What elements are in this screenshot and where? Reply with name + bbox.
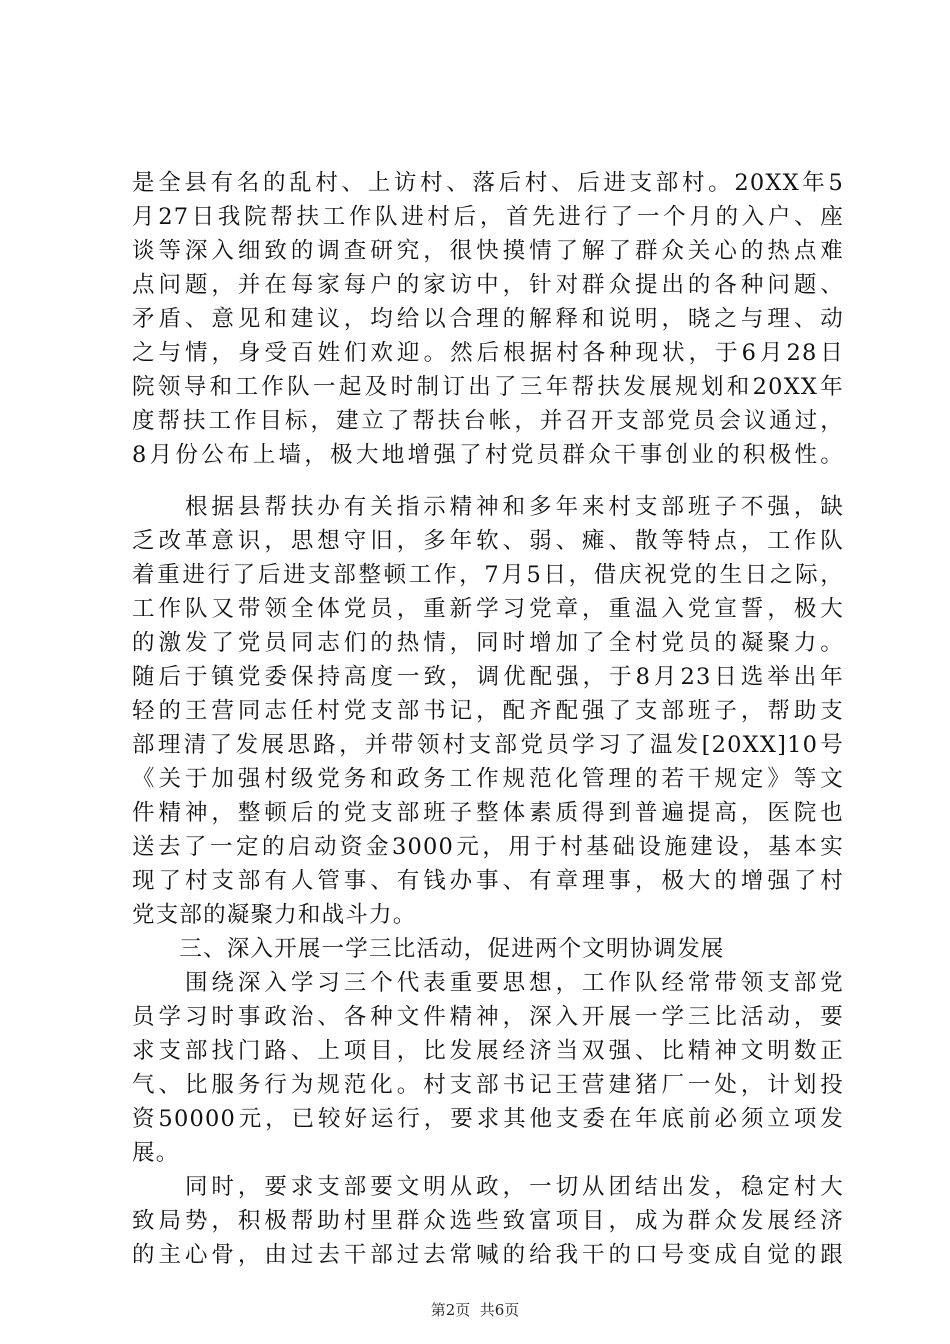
text-line: 《关于加强村级党务和政务工作规范化管理的若干规定》等文 xyxy=(132,766,844,792)
text-line: 点问题，并在每家每户的家访中，针对群众提出的各种问题、 xyxy=(132,272,844,298)
text-line: 谈等深入细致的调查研究，很快摸情了解了群众关心的热点难 xyxy=(132,238,844,264)
text-line: 的主心骨，由过去干部过去常喊的给我干的口号变成自觉的跟 xyxy=(132,1242,844,1268)
text-line: 月27日我院帮扶工作队进村后，首先进行了一个月的入户、座 xyxy=(132,204,844,230)
text-line: 现了村支部有人管事、有钱办事、有章理事，极大的增强了村 xyxy=(132,868,844,894)
text-line: 致局势，积极帮助村里群众选些致富项目，成为群众发展经济 xyxy=(132,1208,844,1234)
text-line: 工作队又带领全体党员，重新学习党章，重温入党宣誓，极大 xyxy=(132,596,844,622)
paragraph-4 xyxy=(132,1170,844,1272)
document-body xyxy=(132,166,844,1272)
text-line: 送去了一定的启动资金3000元，用于村基础设施建设，基本实 xyxy=(132,834,844,860)
text-line: 围绕深入学习三个代表重要思想，工作队经常带领支部党 xyxy=(132,970,844,996)
text-line: 是全县有名的乱村、上访村、落后村、后进支部村。20XX年5 xyxy=(132,170,844,196)
paragraph-2 xyxy=(132,490,844,932)
text-line: 党支部的凝聚力和战斗力。 xyxy=(132,902,417,928)
text-line: 8月份公布上墙，极大地增强了村党员群众干事创业的积极性。 xyxy=(132,442,844,468)
paragraph-3 xyxy=(132,966,844,1170)
text-line: 乏改革意识，思想守旧，多年软、弱、瘫、散等特点，工作队 xyxy=(132,528,844,554)
text-line: 资50000元，已较好运行，要求其他支委在年底前必须立项发 xyxy=(132,1106,844,1132)
text-line: 随后于镇党委保持高度一致，调优配强，于8月23日选举出年 xyxy=(132,664,844,690)
text-line: 着重进行了后进支部整顿工作，7月5日，借庆祝党的生日之际， xyxy=(132,562,844,588)
text-line: 气、比服务行为规范化。村支部书记王营建猪厂一处，计划投 xyxy=(132,1072,844,1098)
text-line: 之与情，身受百姓们欢迎。然后根据村各种现状，于6月28日 xyxy=(132,340,844,366)
text-line: 的激发了党员同志们的热情，同时增加了全村党员的凝聚力。 xyxy=(132,630,844,656)
text-line: 部理清了发展思路，并带领村支部党员学习了温发[20XX]10号 xyxy=(132,732,844,758)
text-line: 根据县帮扶办有关指示精神和多年来村支部班子不强，缺 xyxy=(132,494,844,520)
text-line: 同时，要求支部要文明从政，一切从团结出发，稳定村大 xyxy=(132,1174,844,1200)
page-number-footer: 第2页 共6页 xyxy=(430,1301,520,1319)
paragraph-1 xyxy=(132,166,844,472)
text-line: 矛盾、意见和建议，均给以合理的解释和说明，晓之与理、动 xyxy=(132,306,844,332)
text-line: 件精神，整顿后的党支部班子整体素质得到普遍提高，医院也 xyxy=(132,800,844,826)
section-heading: 三、深入开展一学三比活动，促进两个文明协调发展 xyxy=(132,936,725,962)
text-line: 求支部找门路、上项目，比发展经济当双强、比精神文明数正 xyxy=(132,1038,844,1064)
text-line: 展。 xyxy=(132,1140,180,1166)
text-line: 度帮扶工作目标，建立了帮扶台帐，并召开支部党员会议通过， xyxy=(132,408,844,434)
paragraph-spacer xyxy=(132,472,844,490)
text-line: 轻的王营同志任村党支部书记，配齐配强了支部班子，帮助支 xyxy=(132,698,844,724)
text-line: 员学习时事政治、各种文件精神，深入开展一学三比活动，要 xyxy=(132,1004,844,1030)
text-line: 院领导和工作队一起及时制订出了三年帮扶发展规划和20XX年 xyxy=(132,374,844,400)
